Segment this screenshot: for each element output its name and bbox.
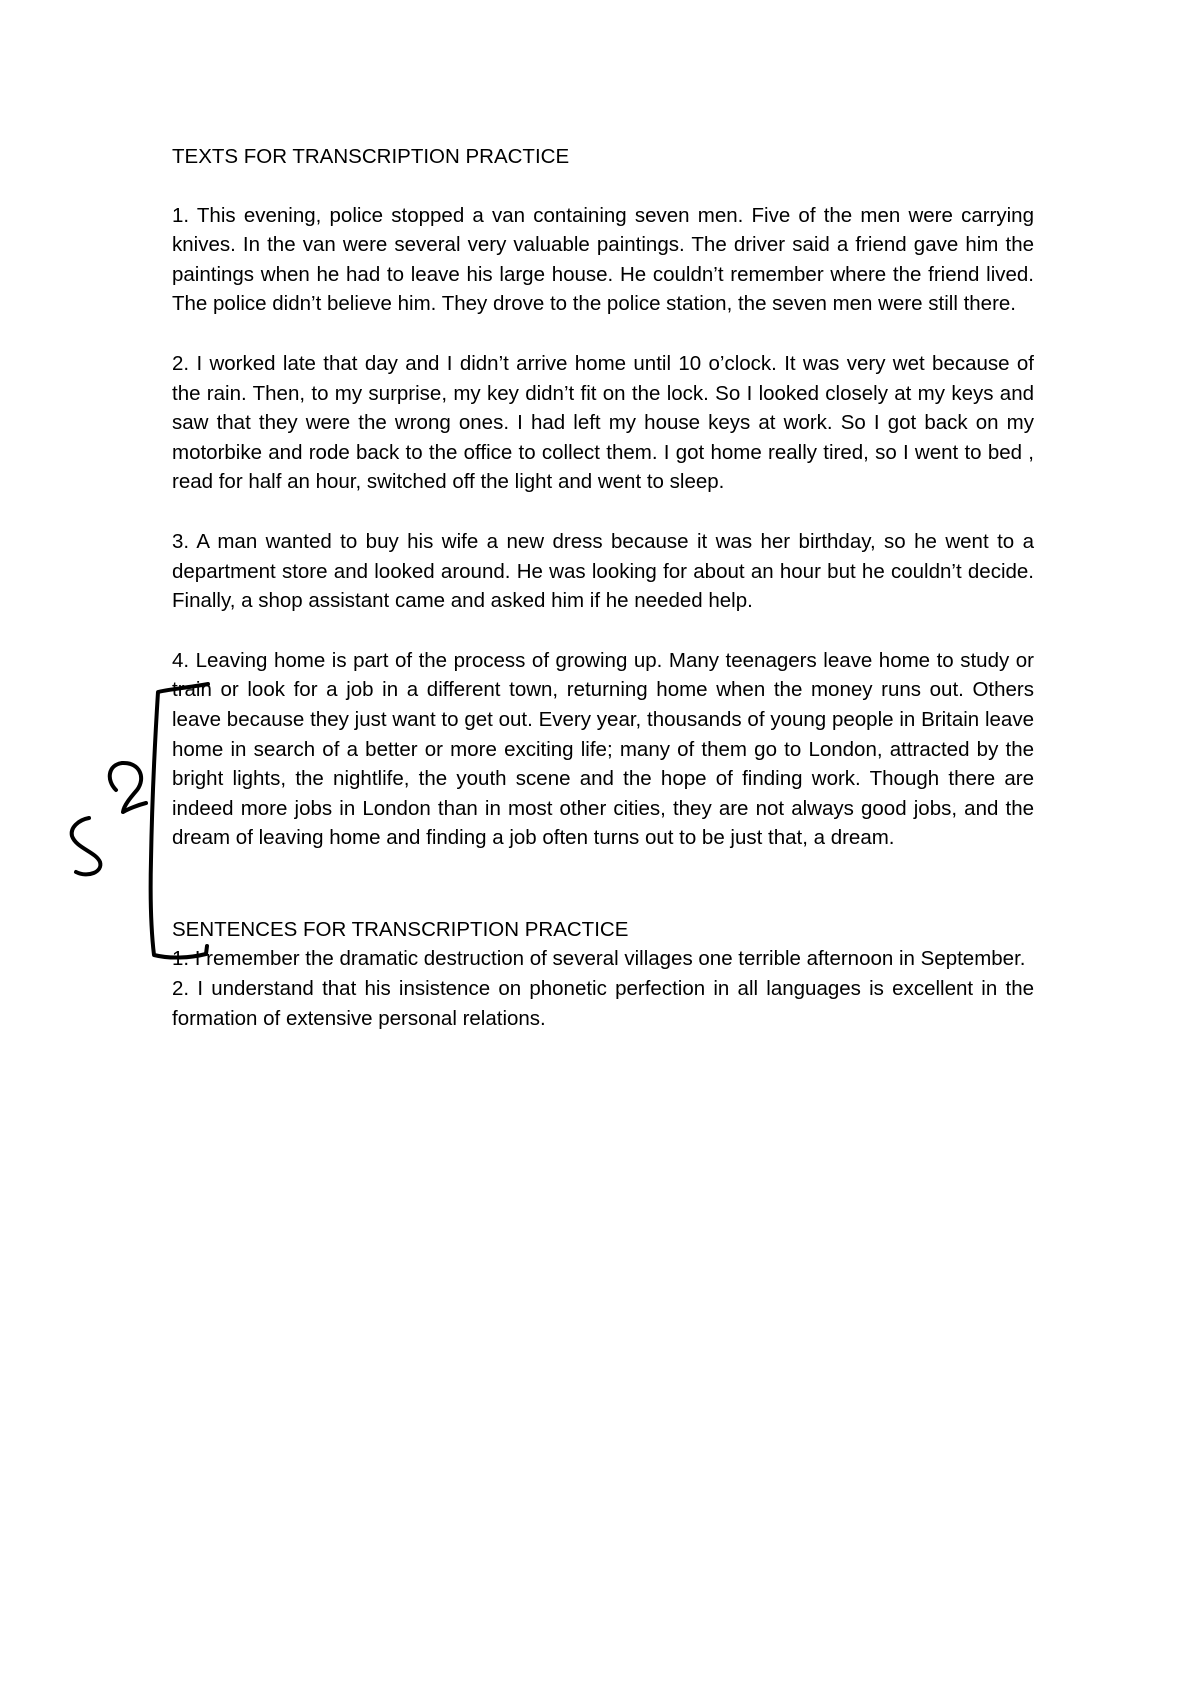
handwritten-2-glyph: [110, 763, 146, 812]
handwritten-s-glyph: [72, 818, 101, 874]
text-passage-4: 4. Leaving home is part of the process of growing up. Many teenagers leave home to study or train or look for a job in a different town, returning home when the money runs out. Others leave because they just want to get out. Every year, thousands of young people in Britain leave home in search of a better or more exciting life; many of them go to London, attracted by the bright lights, the nightlife, the youth scene and the hope of finding work. Though there are indeed more jobs in London than in most other cities, they are not always good jobs, and the dream of leaving home and finding a job often turns out to be just that, a dream.: [172, 648, 1034, 850]
text-passage-1: 1. This evening, police stopped a van containing seven men. Five of the men were carrying knives. In the van were several very valuable paintings. The driver said a friend gave him the paintings when he had to leave his large house. He couldn’t remember where the friend lived. The police didn’t believe him. They drove to the police station, the seven men were still there.: [172, 203, 1034, 316]
text-passage-3: 3. A man wanted to buy his wife a new dress because it was her birthday, so he went to a department store and looked around. He was looking for about an hour but he couldn’t decide. Finally, a shop assistant came and asked him if he needed help.: [172, 529, 1034, 613]
texts-heading: TEXTS FOR TRANSCRIPTION PRACTICE: [172, 145, 570, 168]
document-body: [172, 142, 1034, 1033]
text-passage-2: 2. I worked late that day and I didn’t arrive home until 10 o’clock. It was very wet because of the rain. Then, to my surprise, my key didn’t fit on the lock. So I looked closely at my keys and saw that they were the wrong ones. I had left my house keys at work. So I got back on my motorbike and rode back to the office to collect them. I got home really tired, so I went to bed , read for half an hour, switched off the light and went to sleep.: [172, 351, 1034, 494]
sentence-2: 2. I understand that his insistence on phonetic perfection in all languages is excellent in the formation of extensive personal relations.: [172, 977, 1034, 1030]
sentences-heading: SENTENCES FOR TRANSCRIPTION PRACTICE: [172, 917, 629, 941]
sentence-1: 1. I remember the dramatic destruction of several villages one terrible afternoon in September.: [172, 947, 1026, 971]
